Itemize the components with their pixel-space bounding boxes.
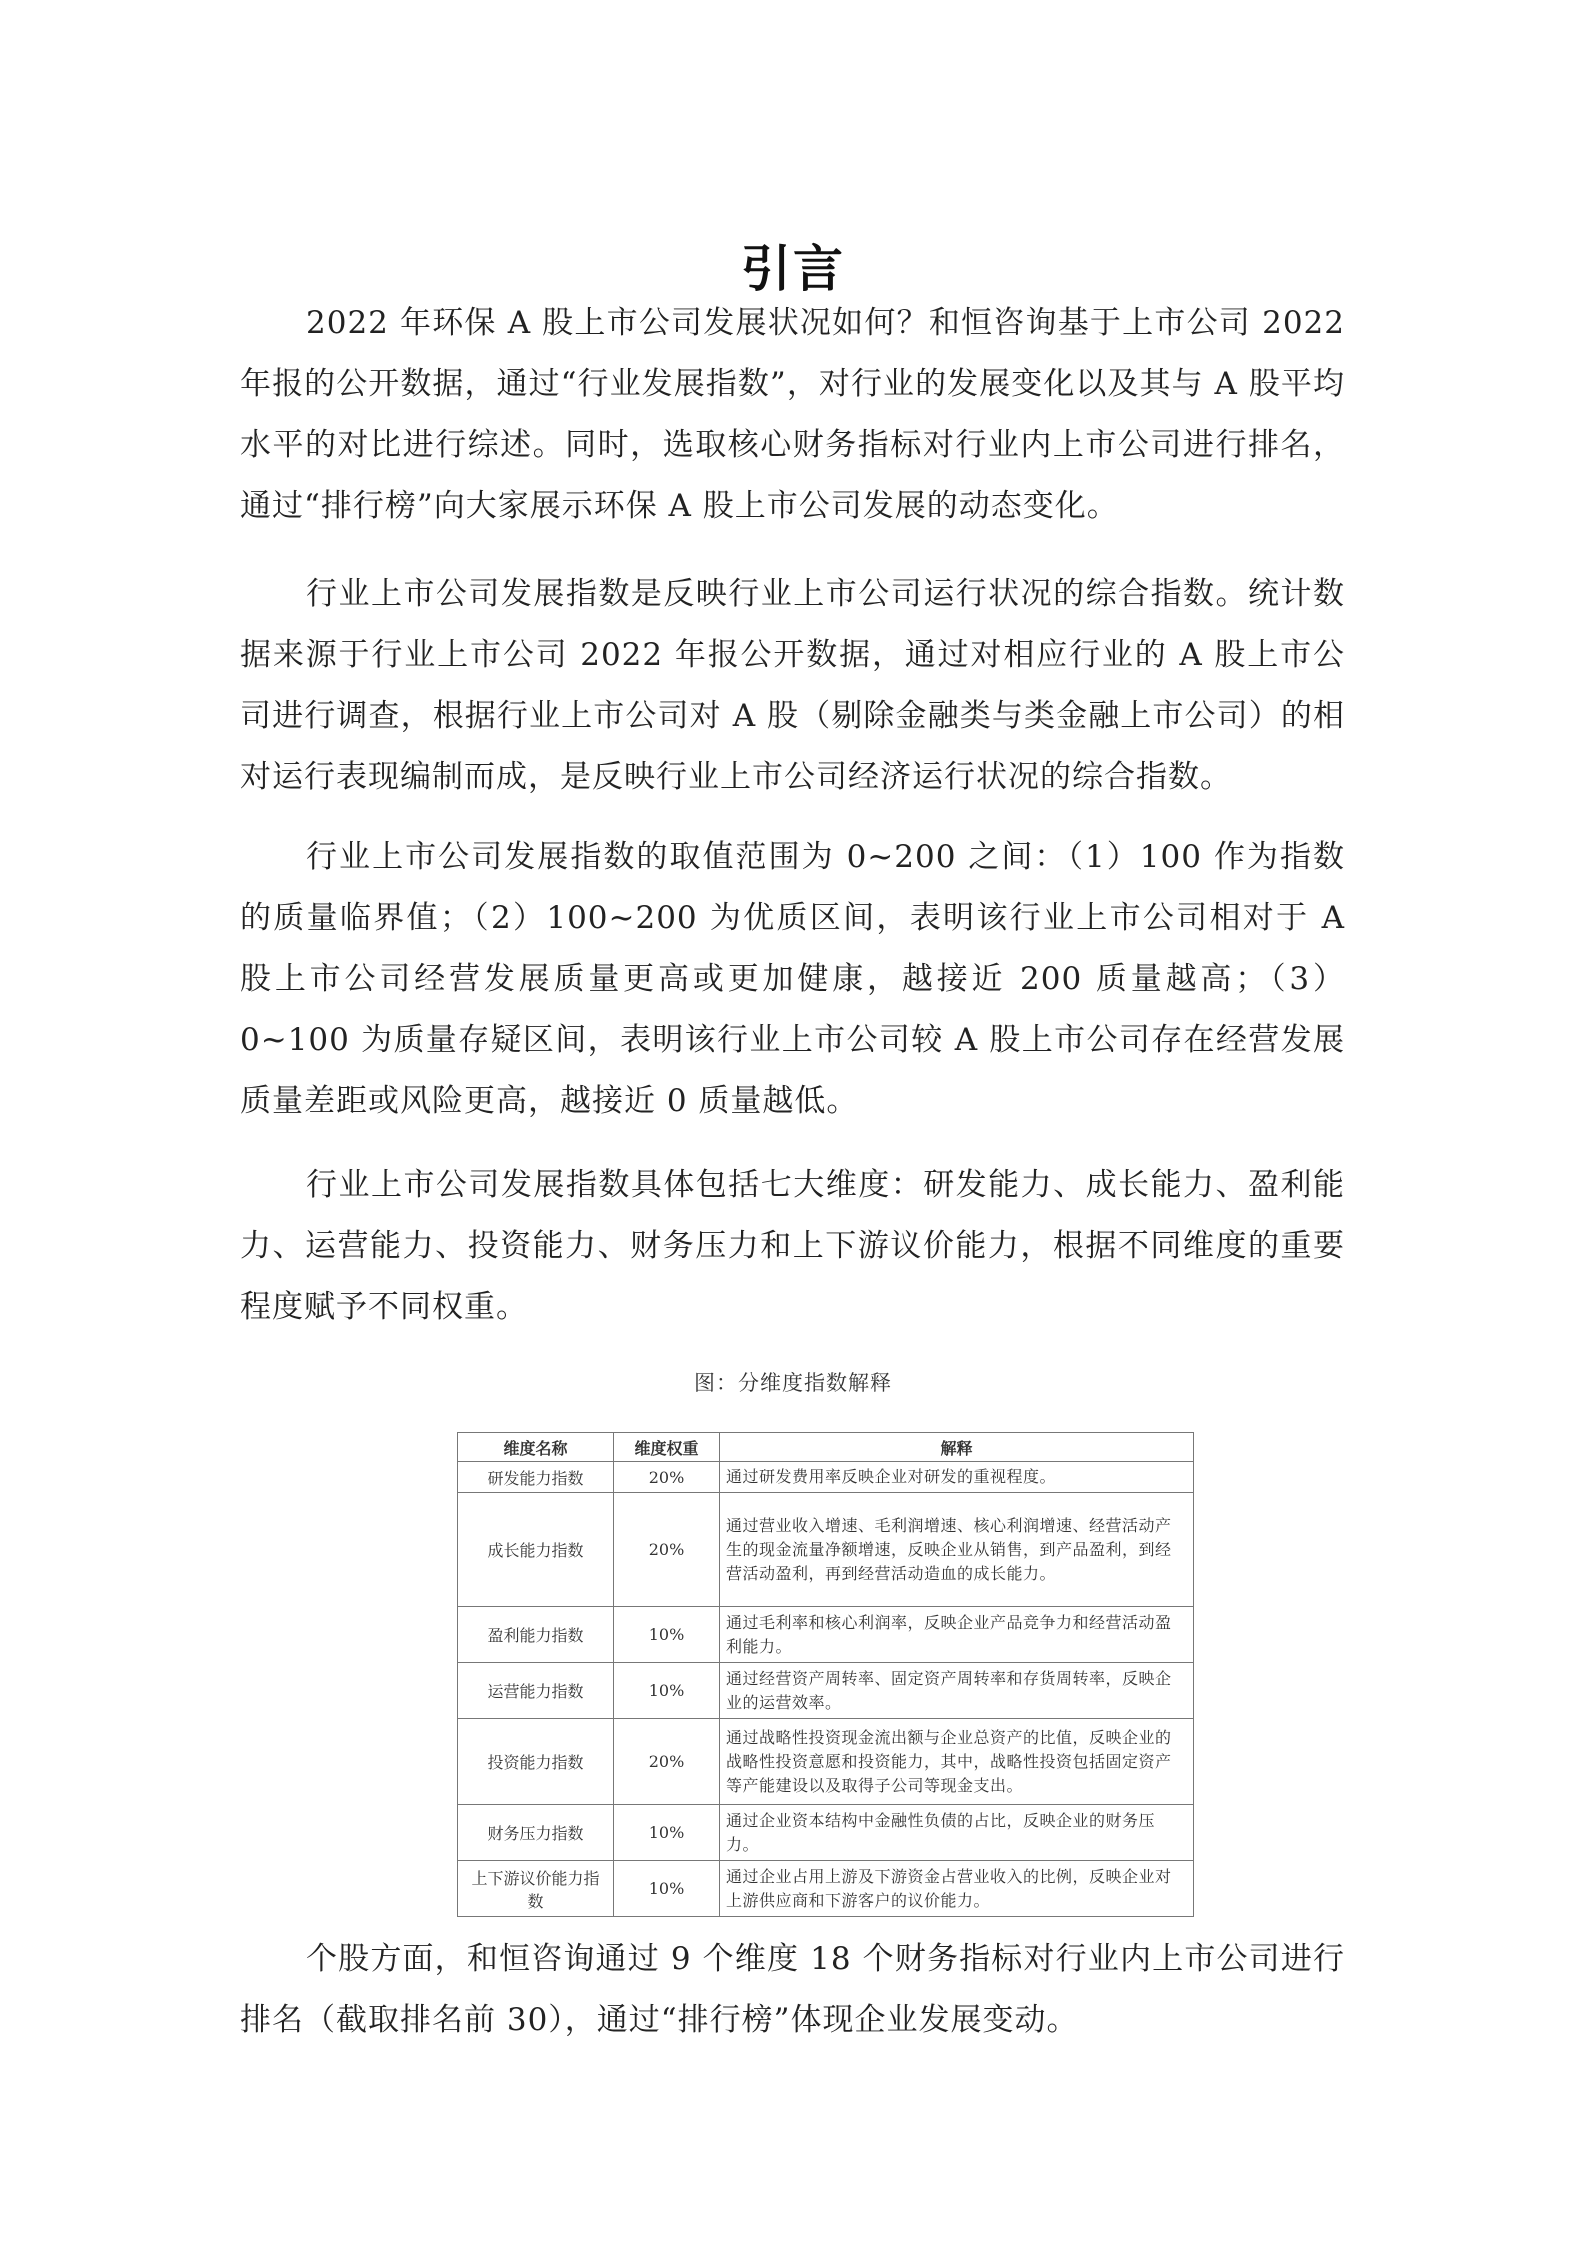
dimension-explanation: 通过毛利率和核心利润率，反映企业产品竞争力和经营活动盈利能力。 [720,1607,1194,1663]
intro-paragraph-3: 行业上市公司发展指数的取值范围为 0~200 之间：（1）100 作为指数的质量临界值；（2）100~200 为优质区间，表明该行业上市公司相对于 A 股上市公司经营发展质量更高或更加健康，越接近 200 质量越高；（3）0~100 为质量存疑区间，表明该行业上市公司较 A 股上市公司存在经营发展质量差距或风险更高，越接近 0 质量越低。 [240,839,1345,1119]
dimension-explanation: 通过营业收入增速、毛利润增速、核心利润增速、经营活动产生的现金流量净额增速，反映企业从销售，到产品盈利，到经营活动盈利，再到经营活动造血的成长能力。 [720,1493,1194,1607]
figure-caption: 图：分维度指数解释 [694,1371,892,1395]
dimension-explanation: 通过企业占用上游及下游资金占营业收入的比例，反映企业对上游供应商和下游客户的议价能力。 [720,1861,1194,1917]
dimension-weight: 10% [614,1607,720,1663]
dimension-name: 上下游议价能力指数 [458,1861,614,1917]
header-dimension-weight: 维度权重 [614,1433,720,1462]
dimension-explanation: 通过战略性投资现金流出额与企业总资产的比值，反映企业的战略性投资意愿和投资能力，其中，战略性投资包括固定资产等产能建设以及取得子公司等现金支出。 [720,1719,1194,1805]
dimension-name: 盈利能力指数 [458,1607,614,1663]
intro-paragraph-2: 行业上市公司发展指数是反映行业上市公司运行状况的综合指数。统计数据来源于行业上市公司 2022 年报公开数据，通过对相应行业的 A 股上市公司进行调查，根据行业上市公司对 A 股（剔除金融类与类金融上市公司）的相对运行表现编制而成，是反映行业上市公司经济运行状况的综合指数。 [240,576,1345,795]
table-row [458,1805,1194,1861]
header-dimension-name: 维度名称 [458,1433,614,1462]
table-row [458,1861,1194,1917]
table-row [458,1462,1194,1493]
dimension-table [457,1432,1194,1917]
dimension-weight: 10% [614,1805,720,1861]
header-explanation: 解释 [720,1433,1194,1462]
intro-paragraph-4: 行业上市公司发展指数具体包括七大维度：研发能力、成长能力、盈利能力、运营能力、投资能力、财务压力和上下游议价能力，根据不同维度的重要程度赋予不同权重。 [240,1167,1345,1325]
dimension-name: 投资能力指数 [458,1719,614,1805]
table-row [458,1607,1194,1663]
dimension-weight: 10% [614,1861,720,1917]
dimension-name: 运营能力指数 [458,1663,614,1719]
intro-paragraph-1: 2022 年环保 A 股上市公司发展状况如何？和恒咨询基于上市公司 2022 年报的公开数据，通过“行业发展指数”，对行业的发展变化以及其与 A 股平均水平的对比进行综述。同时，选取核心财务指标对行业内上市公司进行排名，通过“排行榜”向大家展示环保 A 股上市公司发展的动态变化。 [240,305,1345,524]
dimension-explanation: 通过研发费用率反映企业对研发的重视程度。 [720,1462,1194,1493]
dimension-weight: 20% [614,1493,720,1607]
table-row [458,1663,1194,1719]
dimension-weight: 20% [614,1462,720,1493]
dimension-explanation: 通过企业资本结构中金融性负债的占比，反映企业的财务压力。 [720,1805,1194,1861]
dimension-name: 成长能力指数 [458,1493,614,1607]
page-title: 引言 [741,239,845,298]
table-header-row [458,1433,1194,1462]
table-row [458,1493,1194,1607]
dimension-name: 研发能力指数 [458,1462,614,1493]
table-row [458,1719,1194,1805]
dimension-weight: 20% [614,1719,720,1805]
dimension-weight: 10% [614,1663,720,1719]
dimension-explanation: 通过经营资产周转率、固定资产周转率和存货周转率，反映企业的运营效率。 [720,1663,1194,1719]
dimension-name: 财务压力指数 [458,1805,614,1861]
intro-paragraph-5: 个股方面，和恒咨询通过 9 个维度 18 个财务指标对行业内上市公司进行排名（截取排名前 30），通过“排行榜”体现企业发展变动。 [240,1941,1345,2038]
